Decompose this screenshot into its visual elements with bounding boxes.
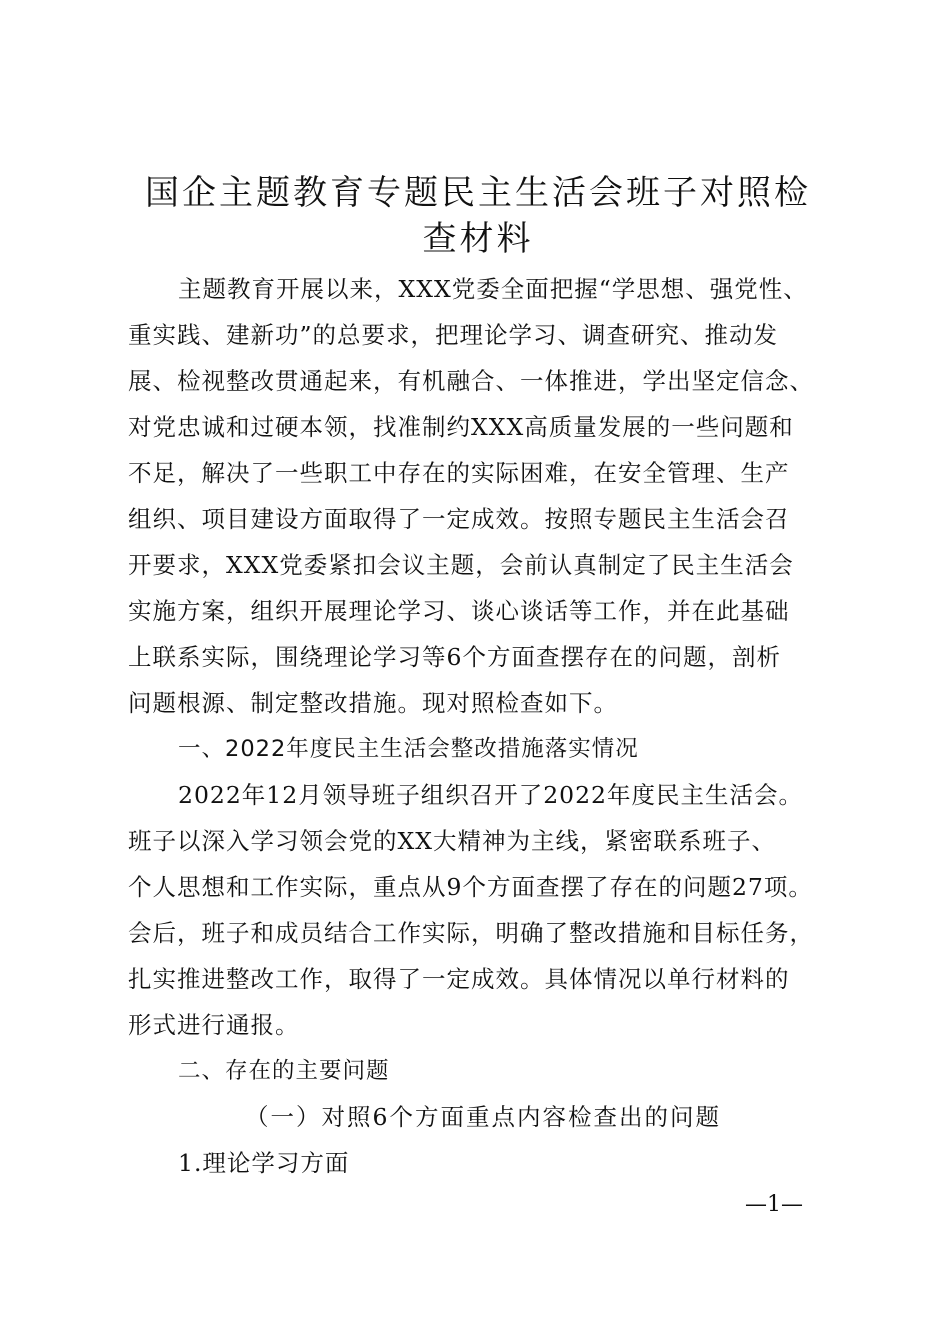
- intro-line: 实施方案，组织开展理论学习、谈心谈话等工作，并在此基础: [128, 597, 790, 625]
- section-heading-2: 二、存在的主要问题: [178, 1058, 390, 1084]
- intro-line: 主题教育开展以来，XXX党委全面把握“学思想、强党性、: [178, 275, 808, 303]
- section1-line: 班子以深入学习领会党的XX大精神为主线，紧密联系班子、: [128, 827, 776, 855]
- intro-line: 组织、项目建设方面取得了一定成效。按照专题民主生活会召: [128, 505, 790, 533]
- section1-line: 2022年12月领导班子组织召开了2022年度民主生活会。: [178, 781, 804, 809]
- page-number: —1—: [745, 1192, 803, 1217]
- item-heading: 1.理论学习方面: [178, 1149, 350, 1177]
- section1-line: 形式进行通报。: [128, 1011, 300, 1039]
- intro-line: 重实践、建新功”的总要求，把理论学习、调查研究、推动发: [128, 321, 779, 349]
- intro-line: 对党忠诚和过硬本领，找准制约XXX高质量发展的一些问题和: [128, 413, 794, 441]
- section-heading-1: 一、2022年度民主生活会整改措施落实情况: [178, 736, 639, 762]
- intro-line: 展、检视整改贯通起来，有机融合、一体推进，学出坚定信念、: [128, 367, 814, 395]
- section1-line: 个人思想和工作实际，重点从9个方面查摆了存在的问题27项。: [128, 873, 813, 901]
- intro-line: 上联系实际，围绕理论学习等6个方面查摆存在的问题，剖析: [128, 643, 781, 671]
- intro-line: 问题根源、制定整改措施。现对照检查如下。: [128, 689, 618, 717]
- section1-line: 会后，班子和成员结合工作实际，明确了整改措施和目标任务，: [128, 919, 814, 947]
- subsection-heading: （一）对照6个方面重点内容检查出的问题: [245, 1103, 721, 1131]
- intro-line: 不足，解决了一些职工中存在的实际困难，在安全管理、生产: [128, 459, 790, 487]
- section1-line: 扎实推进整改工作，取得了一定成效。具体情况以单行材料的: [128, 965, 790, 993]
- document-title: 国企主题教育专题民主生活会班子对照检查材料: [145, 173, 811, 259]
- intro-line: 开要求，XXX党委紧扣会议主题，会前认真制定了民主生活会: [128, 551, 794, 579]
